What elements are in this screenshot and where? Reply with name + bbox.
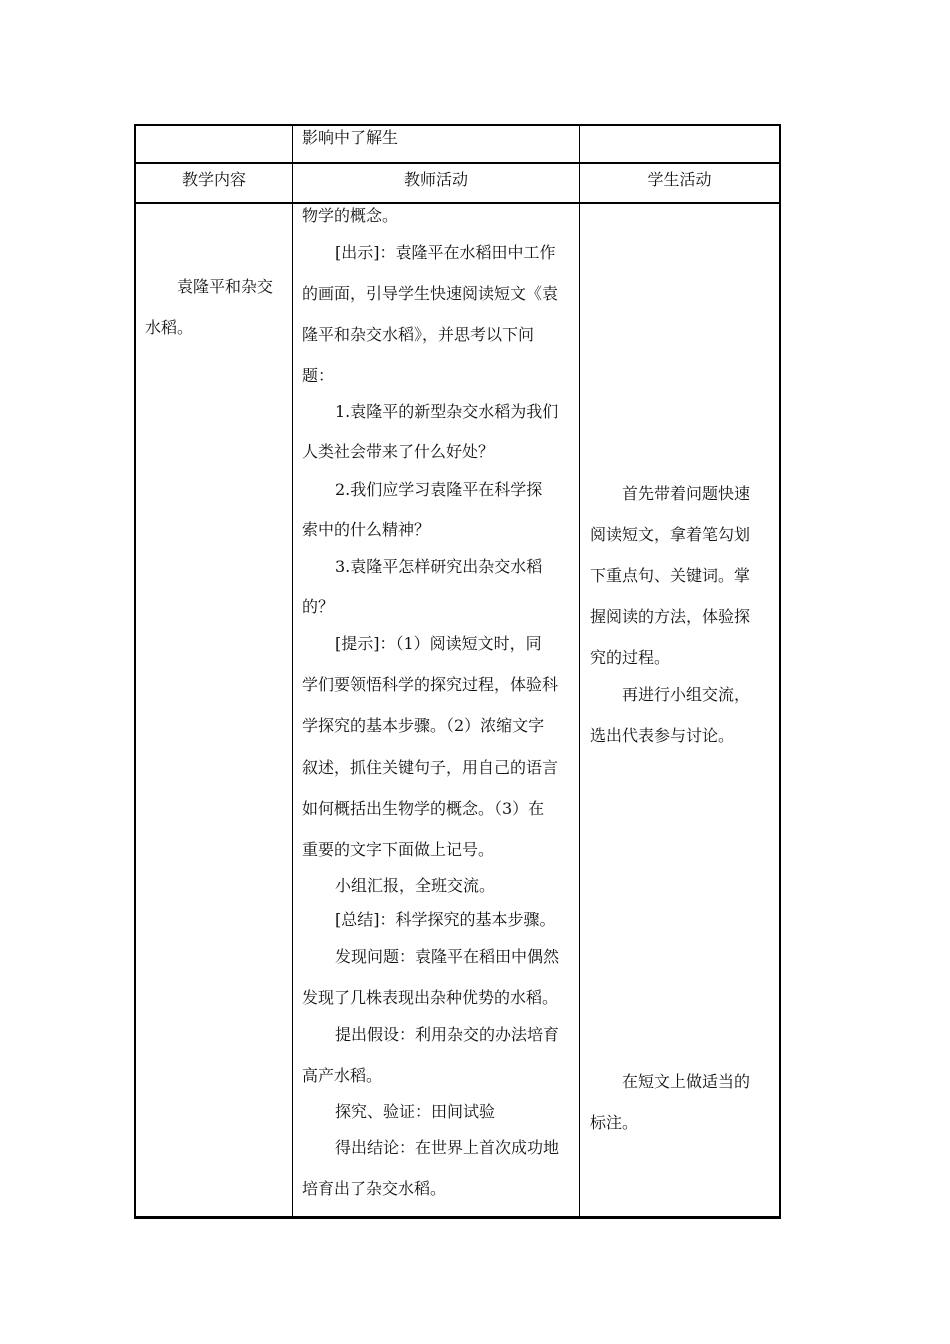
teacher-line: 发现了几株表现出杂种优势的水稻。 [302,988,559,1007]
table-border-left [134,124,136,1219]
content-line: 水稻。 [145,318,194,337]
student-line: 阅读短文，拿着笔勾划 [590,525,751,544]
teacher-line: [提示]：（1）阅读短文时，同 [335,634,542,653]
teacher-line: 重要的文字下面做上记号。 [302,840,495,859]
teacher-line: 物学的概念。 [302,206,399,225]
header-teaching-content: 教学内容 [181,170,246,189]
student-line: 标注。 [590,1113,639,1132]
teacher-line: 探究、验证：田间试验 [335,1102,496,1121]
teacher-line: 隆平和杂交水稻》，并思考以下问 [302,325,535,344]
teacher-line: 得出结论：在世界上首次成功地 [335,1138,560,1157]
table-border-top [134,124,781,126]
teacher-line: 的画面，引导学生快速阅读短文《袁 [302,284,559,303]
teacher-line: 1.袁隆平的新型杂交水稻为我们 [335,402,559,421]
content-line: 袁隆平和杂交 [177,277,274,296]
teacher-line: 发现问题：袁隆平在稻田中偶然 [335,947,560,966]
teacher-line: 叙述，抓住关键句子，用自己的语言 [302,758,559,777]
table-col-divider-1 [292,124,293,1219]
teacher-line: 小组汇报，全班交流。 [335,876,496,895]
student-line: 究的过程。 [590,648,671,667]
student-line: 在短文上做适当的 [622,1072,751,1091]
table-border-right [779,124,781,1219]
teacher-line: 题： [302,366,335,385]
student-line: 下重点句、关键词。掌 [590,566,751,585]
table-row-divider-2 [134,202,781,204]
teacher-line: 2.我们应学习袁隆平在科学探 [335,480,543,499]
teacher-line: 学探究的基本步骤。（2）浓缩文字 [302,716,545,735]
teacher-line: 的？ [302,597,335,616]
teacher-line: 高产水稻。 [302,1066,383,1085]
table-col-divider-2 [579,124,580,1219]
header-teacher-activity: 教师活动 [403,170,468,189]
student-line: 握阅读的方法，体验探 [590,607,751,626]
teacher-line: 索中的什么精神？ [302,520,431,539]
student-line: 再进行小组交流， [622,685,751,704]
teacher-line: 如何概括出生物学的概念。（3）在 [302,799,545,818]
teacher-line: [总结]：科学探究的基本步骤。 [335,910,556,929]
teacher-line: 3.袁隆平怎样研究出杂交水稻 [335,557,543,576]
student-line: 选出代表参与讨论。 [590,726,735,745]
top-row-teacher-text: 影响中了解生 [302,128,399,147]
student-line: 首先带着问题快速 [622,484,751,503]
teacher-line: 提出假设：利用杂交的办法培育 [335,1025,560,1044]
teacher-line: 学们要领悟科学的探究过程，体验科 [302,675,559,694]
teacher-line: [出示]：袁隆平在水稻田中工作 [335,243,556,262]
table-row-divider-1 [134,162,781,164]
teacher-line: 培育出了杂交水稻。 [302,1179,447,1198]
table-border-bottom [134,1216,781,1219]
teacher-line: 人类社会带来了什么好处？ [302,442,495,461]
header-student-activity: 学生活动 [647,170,712,189]
